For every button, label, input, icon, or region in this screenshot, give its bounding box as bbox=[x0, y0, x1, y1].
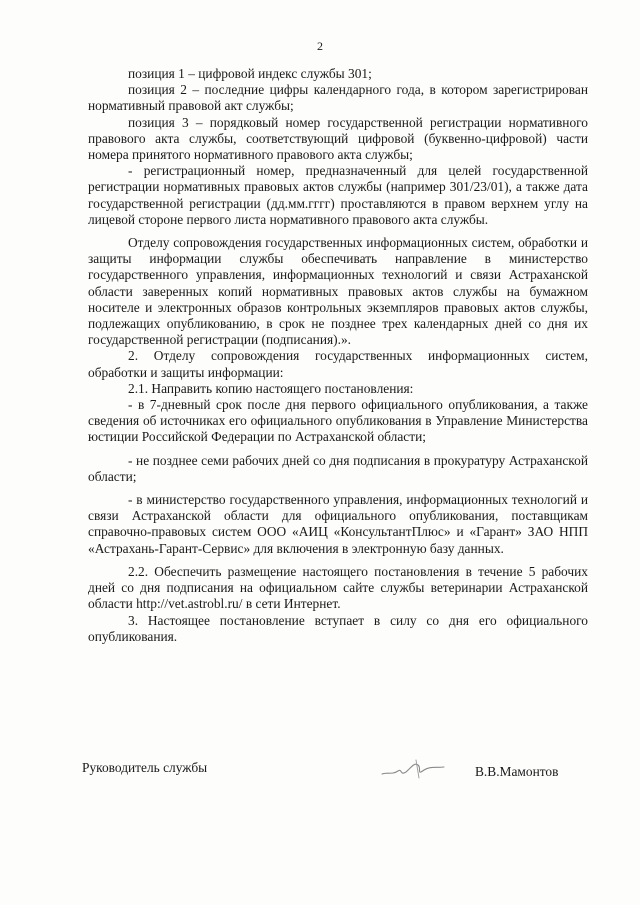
paragraph-position-1: позиция 1 – цифровой индекс службы 301; bbox=[128, 66, 372, 81]
paragraph-registration-number: - регистрационный номер, предназначенный для целей государственной регистрации нормативных правовых актов службы (например 301/23/01), а также дата государственной регистрации (дд.мм.гггг) проставляются в правом верхнем углу на лицевой стороне первого листа нормативного правового акта службы. bbox=[88, 163, 588, 227]
signatory-title: Руководитель службы bbox=[82, 760, 208, 775]
paragraph-item-3: 3. Настоящее постановление вступает в силу со дня его официального опубликования. bbox=[88, 612, 588, 644]
paragraph-ministry-justice: - в 7-дневный срок после дня первого официального опубликования, а также сведения об источниках его официального опубликования в Управление Министерства юстиции Российской Федерации по Астраханской области; bbox=[88, 397, 588, 445]
paragraph-item-2: 2. Отделу сопровождения государственных информационных систем, обработки и защиты информации: bbox=[88, 348, 588, 380]
page-number: 2 bbox=[317, 39, 323, 53]
handwritten-signature bbox=[378, 756, 448, 782]
paragraph-prosecutor: - не позднее семи рабочих дней со дня подписания в прокуратуру Астраханской области; bbox=[88, 452, 588, 484]
paragraph-ministry-it: - в министерство государственного управления, информационных технологий и связи Астраханской области для официального опубликования, поставщикам справочно-правовых систем ООО «АИЦ «КонсультантПлюс» и «Гарант» ЗАО НПП «Астрахань-Гарант-Сервис» для включения в электронную базу данных. bbox=[88, 492, 588, 556]
paragraph-item-2-2: 2.2. Обеспечить размещение настоящего постановления в течение 5 рабочих дней со дня подписания на официальном сайте службы ветеринарии Астраханской области http://vet.astrobl.ru/ в сети Интернет. bbox=[88, 563, 588, 612]
paragraph-position-3: позиция 3 – порядковый номер государственной регистрации нормативного правового акта службы, соответствующий цифровой (буквенно-цифровой) части номера принятого нормативного правового акта службы; bbox=[88, 114, 588, 163]
paragraph-position-2: позиция 2 – последние цифры календарного года, в котором зарегистрирован нормативный правовой акт службы; bbox=[88, 82, 588, 114]
document-body bbox=[88, 66, 588, 645]
signatory-name: В.В.Мамонтов bbox=[475, 764, 559, 779]
paragraph-department-duty: Отделу сопровождения государственных информационных систем, обработки и защиты информации службы обеспечивать направление в министерство государственного управления, информационных технологий и связи Астраханской области заверенных копий нормативных правовых актов службы на бумажном носителе и электронных образов контрольных экземпляров правовых актов службы, подлежащих опубликованию, в срок не позднее трех календарных дней со дня их государственной регистрации (подписания).». bbox=[88, 235, 588, 348]
signature-block bbox=[82, 760, 582, 790]
paragraph-item-2-1: 2.1. Направить копию настоящего постановления: bbox=[128, 380, 414, 396]
